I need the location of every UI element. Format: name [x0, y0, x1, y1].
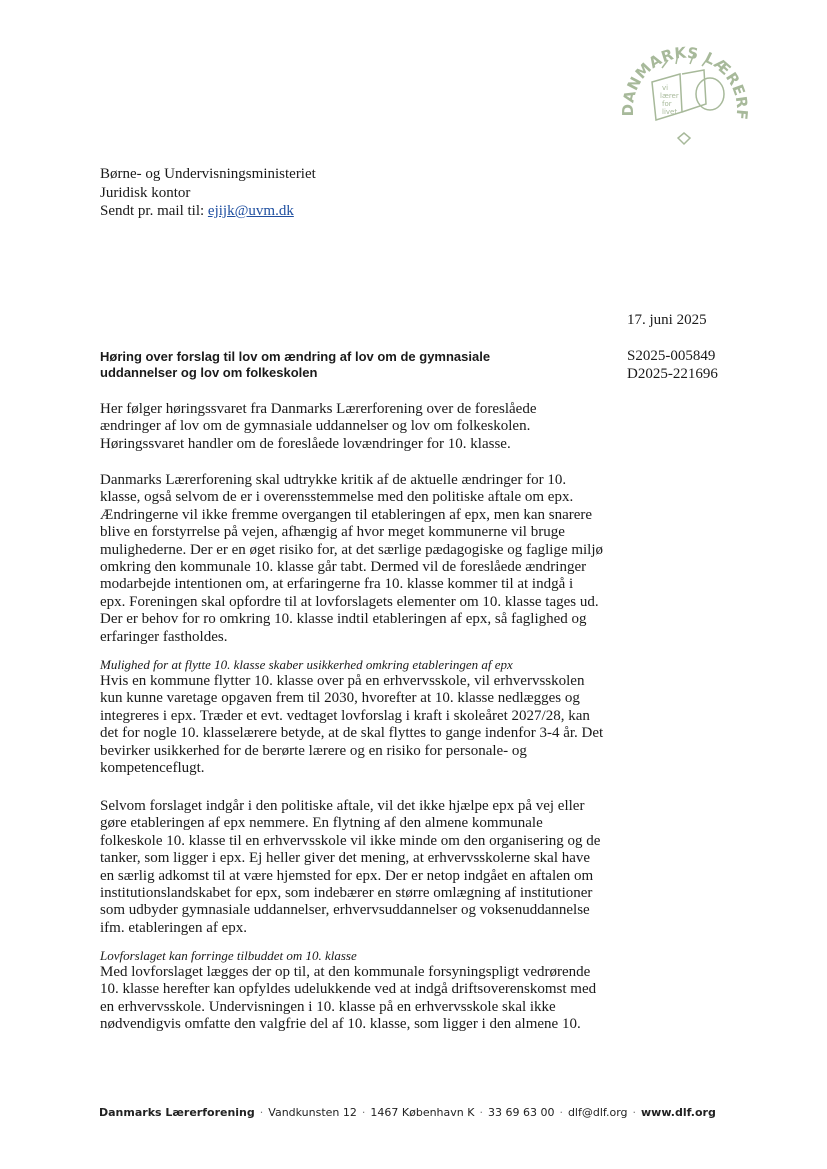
document-number: D2025-221696	[627, 366, 718, 382]
paragraph-line: Høringssvaret handler om de foreslåede lovændringer for 10. klasse.	[100, 435, 511, 452]
paragraph-line: tanker, som ligger i epx. Ej heller giver det mening, at erhvervsskolerne skal have	[100, 850, 591, 867]
intro-paragraph	[100, 401, 536, 453]
title-line: Høring over forslag til lov om ændring af lov om de gymnasiale	[100, 349, 491, 364]
paragraph-line: folkeskole 10. klasse til en erhvervsskole vil ikke minde om den organisering og de	[100, 832, 601, 849]
paragraph-line: epx. Foreningen skal opfordre til at lovforslagets elementer om 10. klasse tages ud.	[100, 593, 599, 610]
svg-text:vilærerforlivet: vi lærer for livet	[660, 84, 679, 116]
svg-text:DANMARKS LÆRERFORENING: DANMARKS LÆRERF	[618, 43, 752, 121]
paragraph-line: mulighederne. Der er en øget risiko for, at det særlige pædagogiske og faglige miljø	[100, 541, 604, 558]
paragraph-line: bevirker usikkerhed for de berørte lærere og en risiko for personale- og	[100, 742, 527, 759]
paragraph-line: Selvom forslaget indgår i den politiske aftale, vil det ikke hjælpe epx på vej eller	[100, 798, 585, 814]
recipient-block	[100, 165, 316, 221]
paragraph-line: integreres i epx. Træder et evt. vedtaget lovforslag i kraft i skoleåret 2027/28, kan	[100, 707, 590, 724]
footer-org: Danmarks Lærerforening	[99, 1106, 255, 1119]
paragraph-line: ændringer af lov om de gymnasiale uddannelser og lov om folkeskolen.	[100, 418, 531, 435]
paragraph-line: blive en forstyrrelse på vejen, afhængig af hvor meget kommunerne vil bruge	[100, 524, 565, 541]
paragraph-line: Her følger høringssvaret fra Danmarks Lærerforening over de foreslåede	[100, 401, 537, 417]
case-number: S2025-005849	[627, 348, 716, 364]
letter-date: 17. juni 2025	[627, 312, 707, 328]
sent-label: Sendt pr. mail til:	[100, 203, 208, 219]
organization-logo	[612, 32, 758, 158]
title-line: uddannelser og lov om folkeskolen	[100, 365, 318, 380]
paragraph-line: en særlig adkomst til at være hjemsted for epx. Der er netop indgået en aftalen om	[100, 867, 594, 884]
political-agreement-paragraph	[100, 798, 600, 937]
paragraph-line: Danmarks Lærerforening skal udtrykke kritik af de aktuelle ændringer for 10.	[100, 472, 567, 488]
paragraph-line: 10. klasse herefter kan opfyldes udelukkende ved at indgå driftsoverenskomst med	[100, 981, 597, 998]
paragraph-line: det for nogle 10. klasselærere betyde, at de skal flyttes to gange indenfor 3-4 år. Det	[100, 725, 604, 742]
recipient-sent-line	[100, 202, 316, 221]
paragraph-line: omkring den kommunale 10. klasse går tabt. Dermed vil de foreslåede ændringer	[100, 559, 587, 576]
section-relocation	[100, 656, 603, 777]
paragraph-line: kompetenceflugt.	[100, 760, 205, 777]
paragraph-line: Der er behov for ro omkring 10. klasse indtil etableringen af epx, så faglighed og	[100, 611, 587, 628]
paragraph-line: en erhvervsskole. Undervisningen i 10. klasse på en erhvervsskole skal ikke	[100, 998, 556, 1015]
footer-phone: 33 69 63 00	[487, 1106, 555, 1119]
criticism-paragraph	[100, 472, 603, 646]
recipient-email-link[interactable]: ejijk@uvm.dk	[207, 203, 294, 219]
section-subheading: Mulighed for at flytte 10. klasse skaber usikkerhed omkring etableringen af epx	[100, 657, 513, 672]
paragraph-line: erfaringer fastholdes.	[100, 628, 228, 645]
document-title	[100, 349, 490, 381]
recipient-office: Juridisk kontor	[100, 184, 191, 201]
reference-numbers	[627, 347, 718, 383]
paragraph-line: som udbyder gymnasiale uddannelser, erhvervsuddannelser og voksenuddannelse	[100, 902, 590, 919]
paragraph-line: Ændringerne vil ikke fremme overgangen til etableringen af epx, men kan snarere	[100, 506, 593, 523]
paragraph-line: klasse, også selvom de er i overensstemmelse med den politiske aftale om epx.	[100, 489, 574, 506]
footer-website[interactable]: www.dlf.org	[641, 1106, 716, 1119]
paragraph-line: gøre etableringen af epx nemmere. En flytning af den almene kommunale	[100, 815, 543, 832]
recipient-ministry: Børne- og Undervisningsministeriet	[100, 166, 316, 182]
paragraph-line: Med lovforslaget lægges der op til, at den kommunale forsyningspligt vedrørende	[100, 964, 591, 980]
footer-city: 1467 København K	[370, 1106, 475, 1119]
footer-address: Vandkunsten 12	[268, 1106, 357, 1119]
paragraph-line: ifm. etableringen af epx.	[100, 919, 248, 936]
paragraph-line: modarbejde intentionen om, at erfaringerne fra 10. klasse kommer til at indgå i	[100, 576, 574, 593]
section-offer-reduction	[100, 947, 596, 1034]
paragraph-line: institutionslandskabet for epx, som indebærer en større omlægning af institutioner	[100, 885, 593, 902]
paragraph-line: Hvis en kommune flytter 10. klasse over på en erhvervsskole, vil erhvervsskolen	[100, 673, 585, 689]
footer: Danmarks Lærerforening · Vandkunsten 12 · 1467 København K · 33 69 63 00 · dlf@dlf.org · www.dlf.org	[99, 1106, 716, 1119]
footer-email[interactable]: dlf@dlf.org	[567, 1106, 628, 1119]
paragraph-line: nødvendigvis omfatte den valgfrie del af 10. klasse, som ligger i den almene 10.	[100, 1016, 581, 1033]
paragraph-line: kun kunne varetage opgaven frem til 2030, hvorefter at 10. klasse nedlægges og	[100, 690, 580, 707]
section-subheading: Lovforslaget kan forringe tilbuddet om 10. klasse	[100, 948, 357, 963]
